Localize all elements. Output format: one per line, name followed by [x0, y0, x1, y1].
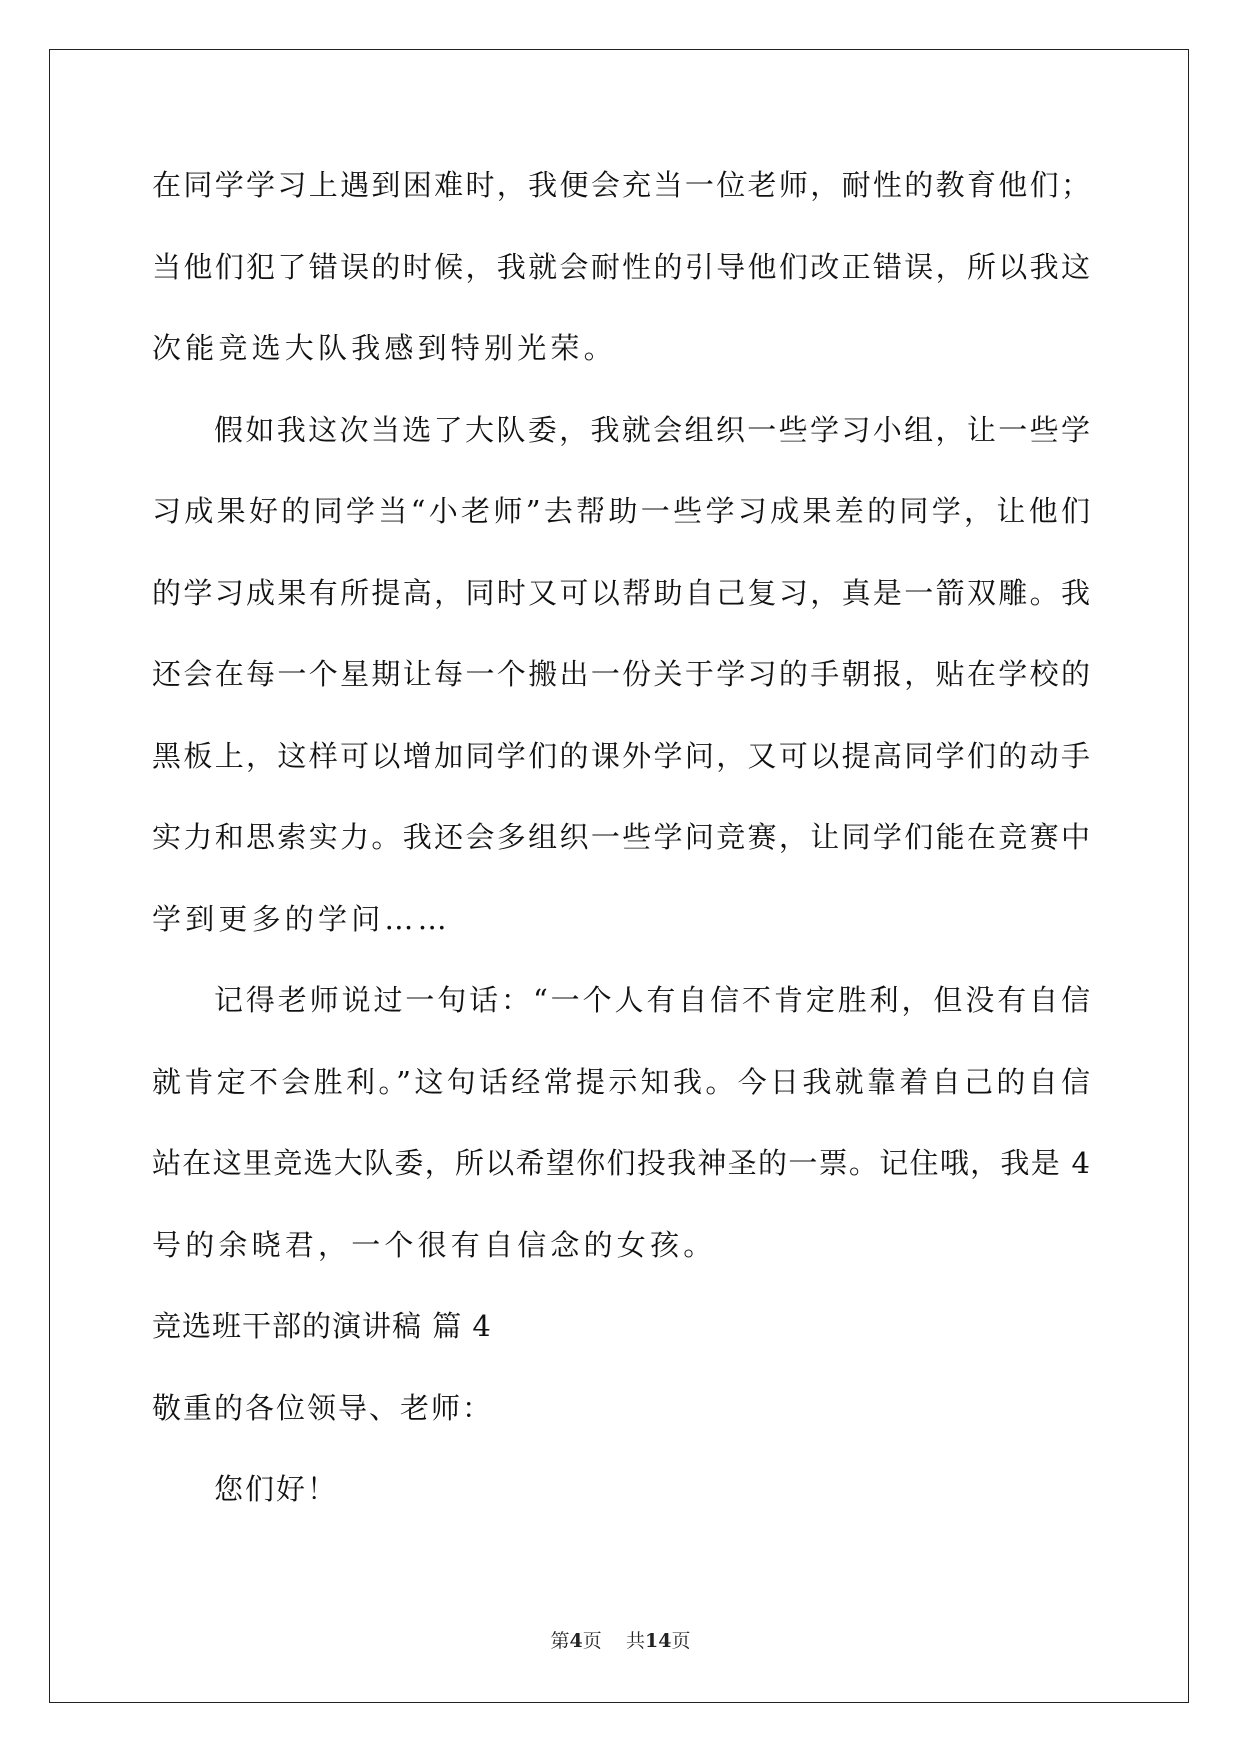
- salutation-line: 敬重的各位领导、老师：: [152, 1390, 494, 1425]
- footer-page-suffix: 页: [582, 1630, 602, 1652]
- paragraph-start-line: 记得老师说过一句话：“一个人有自信不肯定胜利，但没有自信: [214, 983, 1090, 1017]
- text-line: 当他们犯了错误的时候，我就会耐性的引导他们改正错误，所以我这: [152, 249, 1090, 284]
- text-line: 就肯定不会胜利。”这句话经常提示知我。今日我就靠着自己的自信: [152, 1064, 1090, 1099]
- footer-total-pages: 14: [644, 1630, 672, 1652]
- footer-page-number: 4: [569, 1630, 583, 1652]
- text-line: 还会在每一个星期让每一个搬出一份关于学习的手朝报，贴在学校的: [152, 657, 1090, 691]
- page-footer: [0, 1626, 1241, 1653]
- text-line: 学到更多的学问……: [152, 901, 451, 936]
- text-line: 站在这里竞选大队委，所以希望你们投我神圣的一票。记住哦，我是 4: [152, 1146, 1090, 1180]
- text-line: 习成果好的同学当“小老师”去帮助一些学习成果差的同学，让他们: [152, 494, 1090, 528]
- document-body: [152, 160, 1090, 1546]
- text-line: 在同学学习上遇到困难时，我便会充当一位老师，耐性的教育他们；: [152, 168, 1090, 202]
- footer-page-prefix: 第: [550, 1630, 570, 1652]
- text-line: 号的余晓君，一个很有自信念的女孩。: [152, 1227, 717, 1262]
- text-line: 的学习成果有所提高，同时又可以帮助自己复习，真是一箭双雕。我: [152, 575, 1090, 610]
- footer-total-suffix: 页: [671, 1630, 691, 1652]
- text-line: 黑板上，这样可以增加同学们的课外学问，又可以提高同学们的动手: [152, 738, 1090, 773]
- greeting-line: 您们好！: [214, 1472, 339, 1506]
- text-line: 次能竞选大队我感到特别光荣。: [152, 331, 617, 365]
- text-line: 实力和思索实力。我还会多组织一些学问竞赛，让同学们能在竞赛中: [152, 820, 1090, 854]
- paragraph-start-line: 假如我这次当选了大队委，我就会组织一些学习小组，让一些学: [214, 412, 1090, 447]
- footer-total-prefix: 共: [625, 1630, 645, 1652]
- section-heading: 竞选班干部的演讲稿 篇 4: [152, 1309, 492, 1343]
